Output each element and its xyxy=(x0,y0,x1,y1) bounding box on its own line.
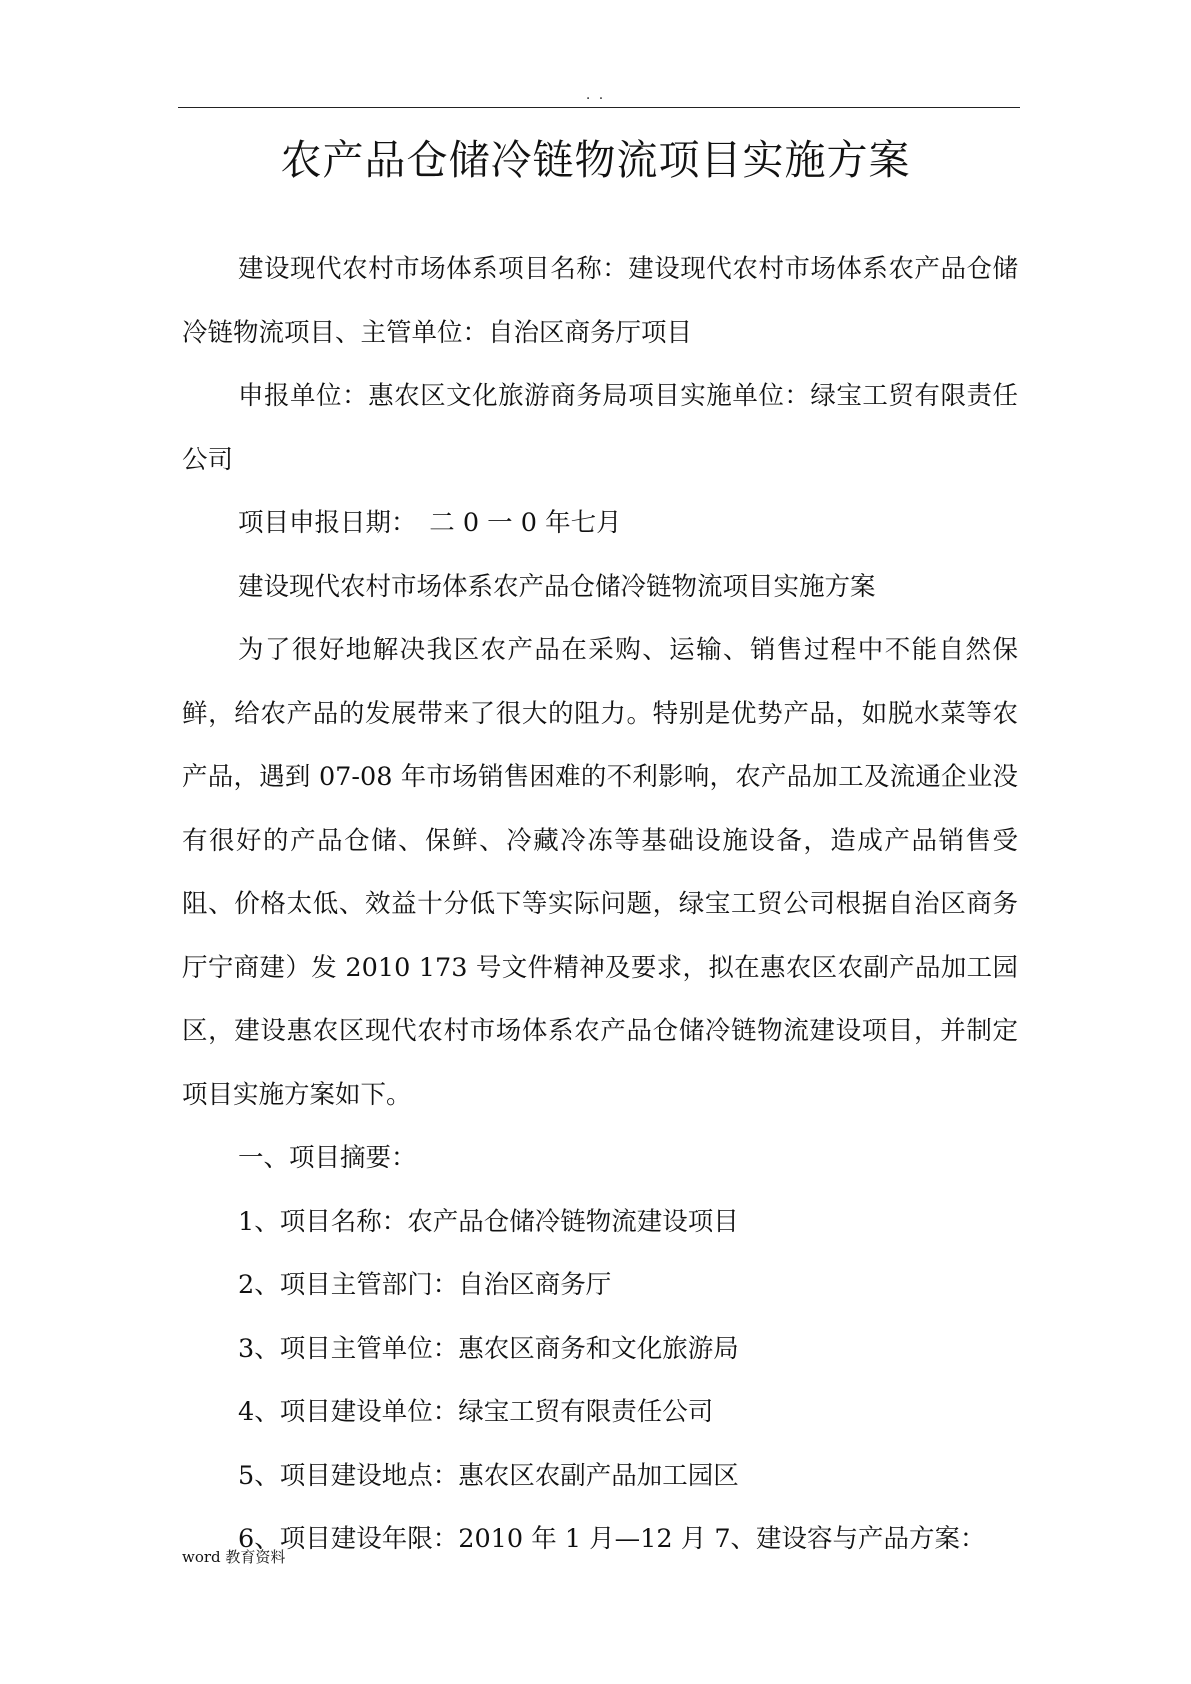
list-item: 1、项目名称：农产品仓储冷链物流建设项目 xyxy=(238,1206,739,1237)
paragraph-background: 为了很好地解决我区农产品在采购、运输、销售过程中不能自然保鲜，给农产品的发展带来了很大的阻力。特别是优势产品，如脱水菜等农产品，遇到 07-08 年市场销售困难的不利影响，农产品加工及流通企业没有很好的产品仓储、保鲜、冷藏冷冻等基础设施设备，造成产品销售受阻、价格太低、效益十分低下等实际问题，绿宝工贸公司根据自治区商务厅宁商建）发 2010 173 号文件精神及要求，拟在惠农区农副产品加工园区，建设惠农区现代农村市场体系农产品仓储冷链物流建设项目，并制定项目实施方案如下。 xyxy=(182,635,1018,1110)
list-item: 5、项目建设地点：惠农区农副产品加工园区 xyxy=(238,1460,739,1491)
document-title: 农产品仓储冷链物流项目实施方案 xyxy=(280,136,911,184)
document-body xyxy=(182,238,1018,1572)
paragraph-subtitle: 建设现代农村市场体系农产品仓储冷链物流项目实施方案 xyxy=(238,571,876,602)
paragraph-applicant: 申报单位：惠农区文化旅游商务局项目实施单位：绿宝工贸有限责任公司 xyxy=(182,381,1018,475)
section-heading-summary: 一、项目摘要： xyxy=(238,1143,417,1173)
footer-label: word 教育资料 xyxy=(182,1548,286,1566)
paragraph-project-name: 建设现代农村市场体系项目名称：建设现代农村市场体系农产品仓储冷链物流项目、主管单位：自治区商务厅项目 xyxy=(182,254,1018,348)
list-item: 4、项目建设单位：绿宝工贸有限责任公司 xyxy=(238,1397,714,1427)
paragraph-date: 项目申报日期： 二 0 一 0 年七月 xyxy=(238,508,622,538)
header-dots: . . xyxy=(585,87,606,103)
list-item: 6、项目建设年限：2010 年 1 月—12 月 7、建设容与产品方案： xyxy=(238,1524,986,1554)
header-rule xyxy=(178,107,1020,108)
list-item: 2、项目主管部门：自治区商务厅 xyxy=(238,1270,612,1300)
list-item: 3、项目主管单位：惠农区商务和文化旅游局 xyxy=(238,1333,739,1364)
